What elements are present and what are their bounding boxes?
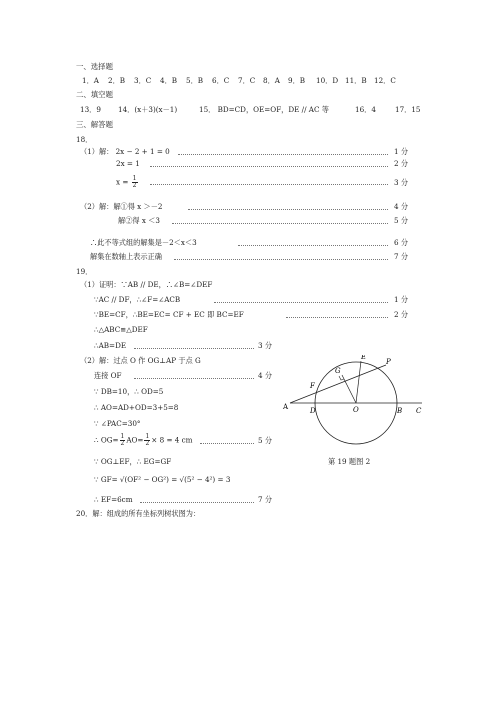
- dot-leader: [214, 302, 388, 303]
- score: 7 分: [394, 252, 409, 261]
- fraction-denominator: 2: [132, 182, 137, 189]
- fraction-numerator: 1: [145, 433, 150, 440]
- q19-line-2: ∵AC // DF，∴∠F=∠ACB: [94, 295, 181, 304]
- fraction-one-half: [132, 176, 138, 189]
- choice-answer: 11．B: [345, 76, 367, 85]
- label-e: E: [361, 355, 367, 361]
- answer-17: 17．15: [395, 105, 421, 114]
- section-heading-solve: 三、解答题: [76, 120, 113, 129]
- dot-leader: [188, 209, 388, 210]
- fraction-one-half: [120, 434, 126, 447]
- q18-line-2: 2x = 1: [116, 159, 140, 168]
- q19-line-6: （2）解：过点 O 作 OG⊥AP 于点 G: [80, 356, 201, 365]
- score: 4 分: [258, 371, 273, 380]
- answer-13: 13．9: [80, 105, 101, 114]
- choice-answer: 10．D: [316, 76, 339, 85]
- choice-answer: 8．A: [263, 76, 280, 85]
- choice-answer: 7．C: [238, 76, 256, 85]
- dot-leader: [140, 502, 254, 503]
- q18-line-1: （1）解： 2x − 2 + 1 = 0: [80, 147, 170, 156]
- score: 6 分: [394, 238, 409, 247]
- score: 3 分: [394, 178, 409, 187]
- q18-line-6: ∴此不等式组的解集是－2＜x＜3: [90, 238, 197, 247]
- label-o: O: [353, 406, 359, 414]
- fraction-numerator: 1: [132, 175, 137, 182]
- label-d: D: [310, 407, 316, 415]
- dot-leader: [172, 223, 388, 224]
- q19-line-4: ∴△ABC≌△DEF: [94, 325, 148, 334]
- q19-line-9: ∴ AO=AD+OD=3+5=8: [94, 403, 179, 412]
- q19-line-7: 连接 OF: [94, 371, 122, 380]
- q19-line-5: ∴AB=DE: [94, 341, 127, 350]
- label-b: B: [397, 407, 403, 415]
- q19-line-10: ∵ ∠PAC=30°: [94, 419, 141, 428]
- choice-answer: 3．C: [134, 76, 152, 85]
- choice-answer: 2．B: [108, 76, 126, 85]
- q19-line-12: ∵ OG⊥EF，∴ EG=GF: [94, 457, 172, 466]
- answer-14: 14．(x＋3)(x－1): [118, 105, 178, 114]
- label-p: P: [386, 358, 391, 366]
- q19-line-3: ∵BE=CF，∴BE=EC= CF + EC 即 BC=EF: [94, 310, 244, 319]
- choice-answer: 5．B: [186, 76, 204, 85]
- q19-line-11-part-a: ∴ OG=: [94, 435, 119, 445]
- dot-leader: [150, 166, 388, 167]
- segment-og: [342, 375, 356, 403]
- score: 4 分: [394, 202, 409, 211]
- q19-line-14: ∴ EF=6cm: [94, 495, 133, 504]
- dot-leader: [150, 184, 388, 185]
- figure-caption: 第 19 题图 2: [328, 457, 371, 466]
- label-a: A: [283, 403, 289, 411]
- choice-answer: 4．B: [160, 76, 178, 85]
- dot-leader: [200, 443, 254, 444]
- q19-line-11-part-b: AO=: [126, 435, 144, 445]
- fraction-denominator: 2: [120, 440, 125, 447]
- q18-line-7: 解集在数轴上表示正确: [90, 252, 162, 261]
- q18-line-3: [116, 176, 139, 189]
- answer-15: 15． BD=CD，OE=OF，DE // AC 等: [199, 105, 329, 114]
- fraction-numerator: 1: [120, 433, 125, 440]
- q19-line-1: （1）证明：∵AB // DE，∴∠B=∠DEF: [80, 280, 213, 289]
- score: 2 分: [394, 310, 409, 319]
- score: 7 分: [258, 495, 273, 504]
- q19-line-11: [94, 434, 192, 447]
- q19-line-8: ∵ DB=10，∴ OD=5: [94, 387, 164, 396]
- score: 1 分: [394, 295, 409, 304]
- q18-line-5: 解②得 x ＜3: [118, 216, 160, 225]
- score: 1 分: [394, 147, 409, 156]
- q18-number: 18．: [76, 135, 93, 144]
- q18-line-3-lhs: x =: [116, 177, 129, 187]
- fraction-denominator: 2: [145, 440, 150, 447]
- dot-leader: [174, 259, 388, 260]
- q18-line-4: （2）解：解①得 x ＞－2: [80, 202, 163, 211]
- score: 3 分: [258, 341, 273, 350]
- section-heading-fill: 二、填空题: [76, 90, 113, 99]
- label-c: C: [416, 407, 422, 415]
- choice-answer: 1．A: [82, 76, 99, 85]
- choice-answer: 12．C: [374, 76, 396, 85]
- q19-line-13: ∵ GF= √(OF² − OG²) = √(5² − 4²) = 3: [94, 475, 231, 484]
- q19-number: 19．: [76, 267, 93, 276]
- label-g: G: [335, 367, 341, 375]
- section-heading-choice: 一、选择题: [76, 62, 113, 71]
- q20-line: 20．解：组成的所有坐标列树状图为：: [76, 509, 201, 518]
- dot-leader: [134, 348, 254, 349]
- dot-leader: [134, 378, 254, 379]
- score: 5 分: [394, 216, 409, 225]
- q19-line-11-part-c: × 8 = 4 cm: [151, 435, 193, 445]
- score: 5 分: [258, 436, 273, 445]
- dot-leader: [178, 154, 388, 155]
- label-f: F: [310, 382, 315, 390]
- fraction-one-half: [144, 434, 150, 447]
- segment-oe: [356, 361, 361, 403]
- dot-leader: [286, 317, 388, 318]
- choice-answer: 9．B: [288, 76, 306, 85]
- score: 2 分: [394, 159, 409, 168]
- choice-answer: 6．C: [212, 76, 230, 85]
- answer-16: 16．4: [355, 105, 376, 114]
- dot-leader: [238, 245, 388, 246]
